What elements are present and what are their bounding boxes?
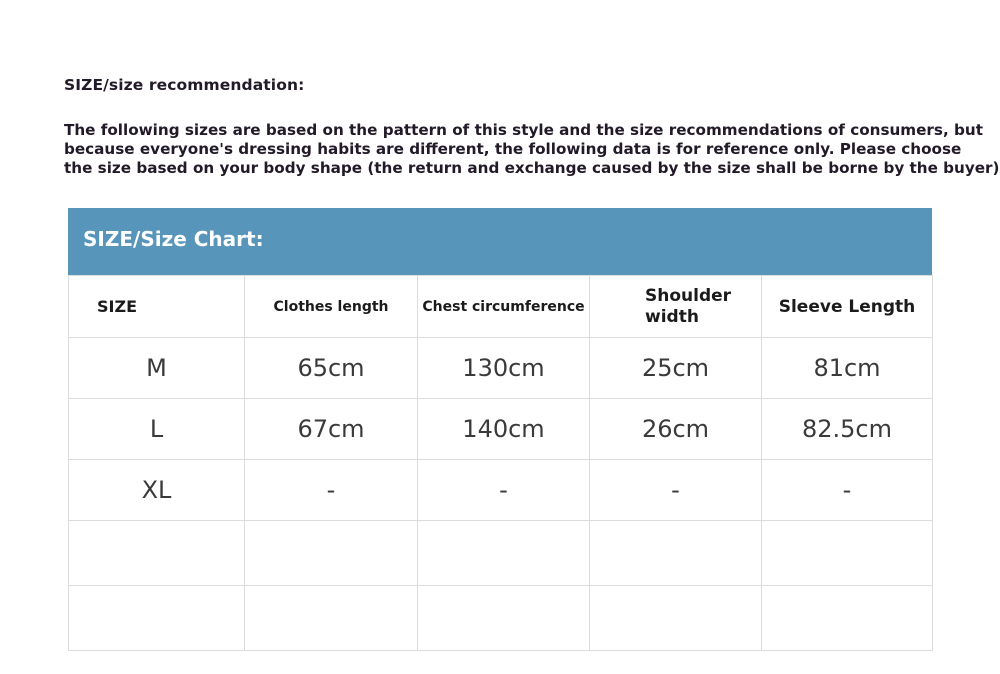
column-header-clothes-length: Clothes length xyxy=(245,276,418,338)
sleeve-length-cell: 81cm xyxy=(762,338,933,399)
chest-circumference-cell xyxy=(418,586,590,651)
size-cell: XL xyxy=(69,460,245,521)
column-header-sleeve-length: Sleeve Length xyxy=(762,276,933,338)
chest-circumference-cell: - xyxy=(418,460,590,521)
table-header-row xyxy=(69,276,933,338)
chest-circumference-cell: 130cm xyxy=(418,338,590,399)
table-row xyxy=(69,521,933,586)
size-cell: L xyxy=(69,399,245,460)
shoulder-width-cell: 25cm xyxy=(590,338,762,399)
clothes-length-cell: 67cm xyxy=(245,399,418,460)
sleeve-length-cell xyxy=(762,521,933,586)
size-cell: M xyxy=(69,338,245,399)
size-chart-header xyxy=(68,208,932,275)
column-header-shoulder-width: Shoulder width xyxy=(590,276,762,338)
clothes-length-cell: - xyxy=(245,460,418,521)
size-chart-title: SIZE/Size Chart: xyxy=(83,227,264,251)
intro-line-3: the size based on your body shape (the return and exchange caused by the size shall be borne by the buyer) xyxy=(64,159,1000,177)
shoulder-width-cell xyxy=(590,521,762,586)
table-row xyxy=(69,338,933,399)
column-header-size: SIZE xyxy=(69,276,245,338)
clothes-length-cell xyxy=(245,521,418,586)
table-row xyxy=(69,460,933,521)
size-intro-text xyxy=(64,121,1000,178)
table-row xyxy=(69,399,933,460)
chest-circumference-cell: 140cm xyxy=(418,399,590,460)
size-table xyxy=(68,275,933,651)
sleeve-length-cell: 82.5cm xyxy=(762,399,933,460)
intro-line-1: The following sizes are based on the pattern of this style and the size recommendations of consumers, but xyxy=(64,121,983,139)
clothes-length-cell xyxy=(245,586,418,651)
size-chart xyxy=(68,208,932,647)
chest-circumference-cell xyxy=(418,521,590,586)
clothes-length-cell: 65cm xyxy=(245,338,418,399)
sleeve-length-cell xyxy=(762,586,933,651)
shoulder-width-cell: 26cm xyxy=(590,399,762,460)
size-cell xyxy=(69,521,245,586)
size-cell xyxy=(69,586,245,651)
shoulder-width-cell: - xyxy=(590,460,762,521)
table-row xyxy=(69,586,933,651)
page-heading: SIZE/size recommendation: xyxy=(64,76,305,94)
column-header-chest-circumference: Chest circumference xyxy=(418,276,590,338)
sleeve-length-cell: - xyxy=(762,460,933,521)
shoulder-width-cell xyxy=(590,586,762,651)
intro-line-2: because everyone's dressing habits are different, the following data is for reference only. Please choose xyxy=(64,140,962,158)
